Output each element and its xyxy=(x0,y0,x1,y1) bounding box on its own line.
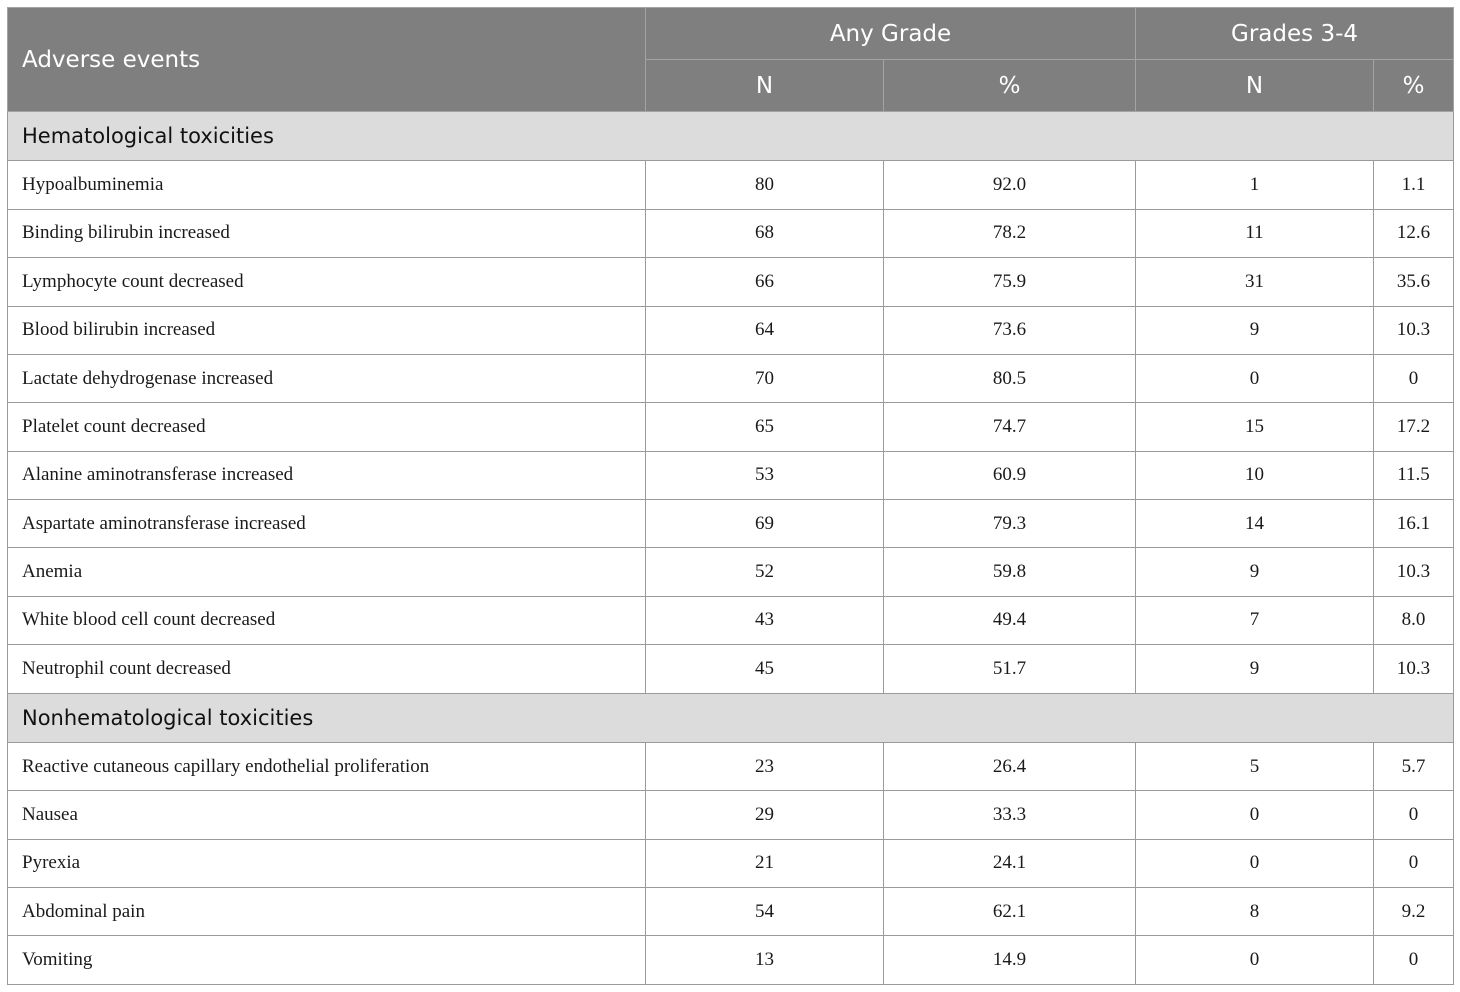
grades-3-4-n-cell: 11 xyxy=(1136,209,1374,257)
grades-3-4-pct-cell: 16.1 xyxy=(1374,500,1454,548)
table-row xyxy=(8,548,1454,596)
event-name-cell: White blood cell count decreased xyxy=(8,596,646,644)
header-grades-3-4: Grades 3-4 xyxy=(1136,8,1454,60)
grades-3-4-n-cell: 0 xyxy=(1136,936,1374,985)
table-body xyxy=(8,112,1454,985)
grades-3-4-n-cell: 10 xyxy=(1136,451,1374,499)
any-grade-pct-cell: 51.7 xyxy=(884,645,1136,693)
event-name-cell: Anemia xyxy=(8,548,646,596)
table-row xyxy=(8,791,1454,839)
table-row xyxy=(8,306,1454,354)
any-grade-n-cell: 45 xyxy=(646,645,884,693)
header-any-grade: Any Grade xyxy=(646,8,1136,60)
any-grade-n-cell: 13 xyxy=(646,936,884,985)
grades-3-4-pct-cell: 10.3 xyxy=(1374,548,1454,596)
section-row xyxy=(8,693,1454,742)
section-row xyxy=(8,112,1454,161)
any-grade-n-cell: 23 xyxy=(646,742,884,790)
any-grade-pct-cell: 74.7 xyxy=(884,403,1136,451)
grades-3-4-pct-cell: 10.3 xyxy=(1374,306,1454,354)
any-grade-pct-cell: 80.5 xyxy=(884,354,1136,402)
grades-3-4-n-cell: 0 xyxy=(1136,354,1374,402)
table-row xyxy=(8,451,1454,499)
grades-3-4-pct-cell: 0 xyxy=(1374,791,1454,839)
grades-3-4-pct-cell: 10.3 xyxy=(1374,645,1454,693)
grades-3-4-n-cell: 9 xyxy=(1136,306,1374,354)
header-grades-3-4-n: N xyxy=(1136,60,1374,112)
any-grade-pct-cell: 73.6 xyxy=(884,306,1136,354)
adverse-events-table xyxy=(7,7,1454,985)
grades-3-4-pct-cell: 12.6 xyxy=(1374,209,1454,257)
grades-3-4-pct-cell: 8.0 xyxy=(1374,596,1454,644)
any-grade-pct-cell: 59.8 xyxy=(884,548,1136,596)
any-grade-n-cell: 54 xyxy=(646,888,884,936)
any-grade-pct-cell: 24.1 xyxy=(884,839,1136,887)
event-name-cell: Blood bilirubin increased xyxy=(8,306,646,354)
any-grade-n-cell: 69 xyxy=(646,500,884,548)
event-name-cell: Vomiting xyxy=(8,936,646,985)
grades-3-4-pct-cell: 17.2 xyxy=(1374,403,1454,451)
any-grade-n-cell: 70 xyxy=(646,354,884,402)
grades-3-4-n-cell: 14 xyxy=(1136,500,1374,548)
section-title: Nonhematological toxicities xyxy=(8,693,1454,742)
grades-3-4-n-cell: 1 xyxy=(1136,161,1374,209)
any-grade-n-cell: 64 xyxy=(646,306,884,354)
table-row xyxy=(8,209,1454,257)
grades-3-4-pct-cell: 0 xyxy=(1374,936,1454,985)
table-row xyxy=(8,258,1454,306)
table-header xyxy=(8,8,1454,112)
any-grade-pct-cell: 33.3 xyxy=(884,791,1136,839)
any-grade-pct-cell: 62.1 xyxy=(884,888,1136,936)
table-row xyxy=(8,936,1454,985)
any-grade-pct-cell: 60.9 xyxy=(884,451,1136,499)
header-grades-3-4-pct: % xyxy=(1374,60,1454,112)
any-grade-n-cell: 29 xyxy=(646,791,884,839)
grades-3-4-n-cell: 15 xyxy=(1136,403,1374,451)
any-grade-n-cell: 21 xyxy=(646,839,884,887)
table-row xyxy=(8,888,1454,936)
grades-3-4-pct-cell: 0 xyxy=(1374,839,1454,887)
event-name-cell: Nausea xyxy=(8,791,646,839)
any-grade-n-cell: 65 xyxy=(646,403,884,451)
grades-3-4-pct-cell: 0 xyxy=(1374,354,1454,402)
grades-3-4-pct-cell: 35.6 xyxy=(1374,258,1454,306)
any-grade-pct-cell: 92.0 xyxy=(884,161,1136,209)
header-adverse-events: Adverse events xyxy=(8,8,646,112)
table-row xyxy=(8,403,1454,451)
table-row xyxy=(8,596,1454,644)
any-grade-pct-cell: 79.3 xyxy=(884,500,1136,548)
event-name-cell: Abdominal pain xyxy=(8,888,646,936)
event-name-cell: Hypoalbuminemia xyxy=(8,161,646,209)
table-row xyxy=(8,645,1454,693)
section-title: Hematological toxicities xyxy=(8,112,1454,161)
any-grade-pct-cell: 75.9 xyxy=(884,258,1136,306)
any-grade-pct-cell: 49.4 xyxy=(884,596,1136,644)
table-row xyxy=(8,742,1454,790)
event-name-cell: Platelet count decreased xyxy=(8,403,646,451)
grades-3-4-pct-cell: 5.7 xyxy=(1374,742,1454,790)
grades-3-4-n-cell: 5 xyxy=(1136,742,1374,790)
grades-3-4-pct-cell: 9.2 xyxy=(1374,888,1454,936)
table-row xyxy=(8,354,1454,402)
header-any-grade-n: N xyxy=(646,60,884,112)
grades-3-4-pct-cell: 1.1 xyxy=(1374,161,1454,209)
table-row xyxy=(8,161,1454,209)
grades-3-4-n-cell: 8 xyxy=(1136,888,1374,936)
event-name-cell: Neutrophil count decreased xyxy=(8,645,646,693)
table-row xyxy=(8,839,1454,887)
grades-3-4-n-cell: 0 xyxy=(1136,839,1374,887)
grades-3-4-n-cell: 7 xyxy=(1136,596,1374,644)
event-name-cell: Aspartate aminotransferase increased xyxy=(8,500,646,548)
grades-3-4-n-cell: 31 xyxy=(1136,258,1374,306)
grades-3-4-n-cell: 9 xyxy=(1136,548,1374,596)
grades-3-4-n-cell: 0 xyxy=(1136,791,1374,839)
any-grade-pct-cell: 14.9 xyxy=(884,936,1136,985)
event-name-cell: Lymphocyte count decreased xyxy=(8,258,646,306)
any-grade-n-cell: 80 xyxy=(646,161,884,209)
any-grade-n-cell: 52 xyxy=(646,548,884,596)
grades-3-4-pct-cell: 11.5 xyxy=(1374,451,1454,499)
any-grade-pct-cell: 78.2 xyxy=(884,209,1136,257)
any-grade-n-cell: 53 xyxy=(646,451,884,499)
any-grade-n-cell: 43 xyxy=(646,596,884,644)
event-name-cell: Reactive cutaneous capillary endothelial proliferation xyxy=(8,742,646,790)
any-grade-pct-cell: 26.4 xyxy=(884,742,1136,790)
event-name-cell: Binding bilirubin increased xyxy=(8,209,646,257)
any-grade-n-cell: 66 xyxy=(646,258,884,306)
grades-3-4-n-cell: 9 xyxy=(1136,645,1374,693)
any-grade-n-cell: 68 xyxy=(646,209,884,257)
header-any-grade-pct: % xyxy=(884,60,1136,112)
table-row xyxy=(8,500,1454,548)
event-name-cell: Lactate dehydrogenase increased xyxy=(8,354,646,402)
event-name-cell: Pyrexia xyxy=(8,839,646,887)
event-name-cell: Alanine aminotransferase increased xyxy=(8,451,646,499)
